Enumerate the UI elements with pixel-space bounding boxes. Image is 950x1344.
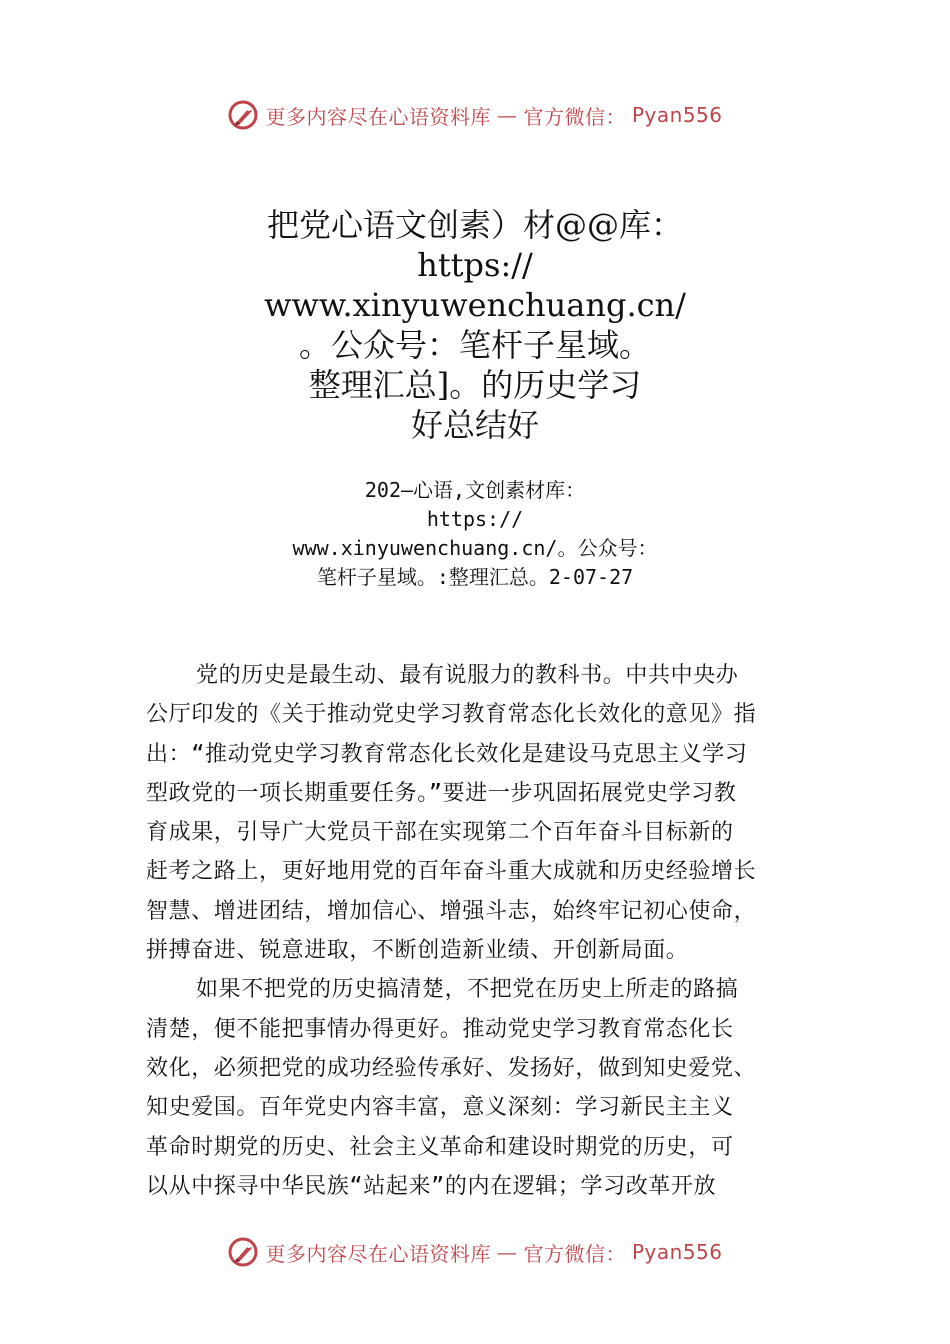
pen-logo-icon (227, 99, 259, 131)
subtitle-line: 笔杆子星域。:整理汇总。2-07-27 (316, 565, 634, 589)
banner-content (227, 99, 722, 131)
body-line: 赶考之路上，更好地用党的百年奋斗重大成就和历史经验增长 (146, 859, 757, 885)
title-line: 。公众号：笔杆子星域。 (298, 326, 651, 364)
title-line: https:// (417, 246, 533, 284)
body-line: 型政党的一项长期重要任务。”要进一步巩固拓展党史学习教 (146, 780, 737, 806)
document-body (146, 656, 826, 1206)
banner-main-text: 更多内容尽在心语资料库 (265, 1241, 491, 1266)
header-banner (0, 95, 950, 135)
title-line: 把党心语文创素）材@@库： (266, 206, 683, 244)
body-line: 智慧、增进团结，增加信心、增强斗志，始终牢记初心使命， (146, 898, 757, 924)
banner-wechat-id: Pyan556 (631, 103, 723, 127)
body-line: 拼搏奋进、锐意进取，不断创造新业绩、开创新局面。 (146, 938, 689, 964)
body-line: 育成果，引导广大党员干部在实现第二个百年奋斗目标新的 (146, 820, 734, 846)
title-line: 好总结好 (410, 406, 539, 444)
banner-wechat-id: Pyan556 (631, 1240, 723, 1264)
banner-wechat-label: 官方微信： (523, 104, 626, 129)
body-line: 知史爱国。百年党史内容丰富，意义深刻：学习新民主主义 (146, 1095, 734, 1121)
banner-content (227, 1236, 722, 1268)
body-line: 党的历史是最生动、最有说服力的教科书。中共中央办 (196, 663, 739, 688)
banner-dash: — (496, 1240, 518, 1264)
document-subtitle (150, 476, 800, 592)
subtitle-line: www.xinyuwenchuang.cn/。公众号： (292, 536, 658, 560)
banner-dash: — (496, 103, 518, 127)
pen-logo-icon (227, 1236, 259, 1268)
body-line: 出：“推动党史学习教育常态化长效化是建设马克思主义学习 (146, 741, 748, 767)
subtitle-line: 202—心语,文创素材库： (364, 478, 586, 502)
body-line: 以从中探寻中华民族“站起来”的内在逻辑；学习改革开放 (146, 1173, 717, 1199)
banner-wechat-label: 官方微信： (523, 1241, 626, 1266)
document-title (150, 205, 800, 445)
title-line: www.xinyuwenchuang.cn/ (264, 286, 686, 324)
body-line: 如果不把党的历史搞清楚，不把党在历史上所走的路搞 (196, 977, 739, 1003)
body-line: 清楚，便不能把事情办得更好。推动党史学习教育常态化长 (146, 1016, 734, 1042)
title-line: 整理汇总]。的历史学习 (308, 366, 642, 404)
footer-banner (0, 1232, 950, 1272)
banner-main-text: 更多内容尽在心语资料库 (265, 104, 491, 129)
body-line: 效化，必须把党的成功经验传承好、发扬好，做到知史爱党、 (146, 1055, 757, 1081)
body-line: 公厅印发的《关于推动党史学习教育常态化长效化的意见》指 (146, 702, 757, 728)
body-line: 革命时期党的历史、社会主义革命和建设时期党的历史，可 (146, 1134, 734, 1160)
subtitle-line: https:// (426, 507, 524, 531)
